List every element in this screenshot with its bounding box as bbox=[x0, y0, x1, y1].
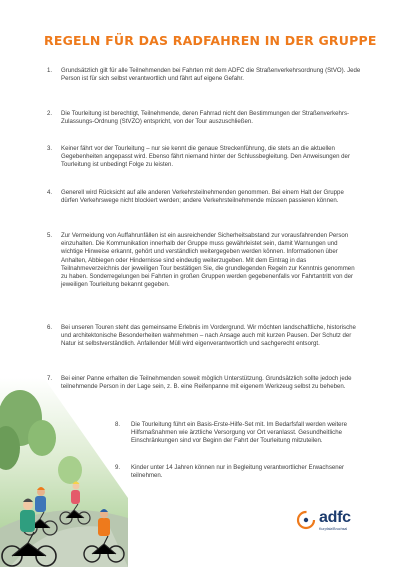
rule-number: 9. bbox=[115, 464, 121, 471]
page-title: REGELN FÜR DAS RADFAHREN IN DER GRUPPE bbox=[44, 33, 377, 48]
rule-item bbox=[47, 110, 361, 126]
rule-item bbox=[47, 67, 361, 83]
rule-number: 1. bbox=[47, 67, 53, 74]
rule-number: 3. bbox=[47, 145, 53, 152]
tree-shape bbox=[58, 456, 82, 484]
adfc-logo bbox=[296, 509, 368, 535]
rule-text: Generell wird Rücksicht auf alle anderen Verkehrsteilnehmenden genommen. Bei einem Halt der Gruppe dürfen Verkehrswege nicht blockiert werden; andere Verkehrsteilnehmende müssen passieren können. bbox=[61, 189, 344, 205]
rule-text: Zur Vermeidung von Auffahrunfällen ist ein ausreichender Sicherheitsabstand zur vorausfahrenden Person einzuhalten. Die Kommunikation innerhalb der Gruppe muss gewährleistet sein, damit Warnungen und wichtige Hinweise erkannt, gehört und verständlich weitergegeben werden können. Informationen über Anhalten, Abbiegen oder Hindernisse sind eindeutig weiterzugeben. Mit dem Eintrag in das Teilnahmeverzeichnis der jeweiligen Tour bestätigen Sie, die grundlegenden Regeln zur Kenntnis genommen zu haben. Sonderregelungen bei Fahrten in großen Gruppen werden gegebenenfalls vor Fahrtantritt von der jeweiligen Tourleitung bekannt gegeben. bbox=[61, 232, 355, 289]
rule-number: 4. bbox=[47, 189, 53, 196]
rule-number: 2. bbox=[47, 110, 53, 117]
rule-number: 7. bbox=[47, 375, 53, 382]
rule-text: Bei unseren Touren steht das gemeinsame Erlebnis im Vordergrund. Wir möchten landschaftliche, historische und architektonische Besonderheiten wahrnehmen – nach Ansage auch mit kurzen Pausen. Der Schutz der Natur ist selbstverständlich. Anfallender Müll wird eigenverantwortlich und sachgerecht entsorgt. bbox=[61, 324, 356, 348]
rule-item bbox=[47, 145, 361, 170]
rule-text: Keiner fährt vor der Tourleitung – nur sie kennt die genaue Streckenführung, die stets an die aktuellen Gegebenheiten angepasst wird. Ebenso fährt niemand hinter der Schlussbegleitung. Den Anweisungen der Tourleitung ist unbedingt Folge zu leisten. bbox=[61, 145, 350, 169]
rule-item bbox=[47, 232, 361, 289]
rule-text: Kinder unter 14 Jahren können nur in Begleitung verantwortlicher Erwachsener teilnehmen. bbox=[131, 464, 345, 480]
rule-number: 5. bbox=[47, 232, 53, 239]
rule-item bbox=[115, 464, 361, 480]
logo-subtitle: Kurpfalz/Bruchsal bbox=[319, 527, 348, 531]
rule-text: Bei einer Panne erhalten die Teilnehmenden soweit möglich Unterstützung. Grundsätzlich sollte jedoch jede teilnehmende Person in der Lage sein, z. B. eine Reifenpanne mit eigenem Werkzeug selbst zu beheben. bbox=[61, 375, 352, 391]
cyclists-illustration bbox=[0, 378, 128, 567]
rule-text: Die Tourleitung führt ein Basis-Erste-Hilfe-Set mit. Im Bedarfsfall werden weitere Hilfsmaßnahmen wie ärztliche Versorgung vor Ort veranlasst. Gesundheitliche Einschränkungen sind vor Beginn der Fahrt der Tourleitung mitzuteilen. bbox=[131, 421, 347, 445]
rule-item bbox=[115, 421, 361, 446]
adfc-logo-mark bbox=[296, 510, 316, 530]
rule-number: 8. bbox=[115, 421, 121, 428]
rule-item bbox=[47, 189, 361, 205]
logo-wordmark: adfc bbox=[319, 509, 351, 526]
rule-item bbox=[47, 324, 361, 349]
rule-text: Die Tourleitung ist berechtigt, Teilnehmende, deren Fahrrad nicht den Bestimmungen der Straßenverkehrs-Zulassungs-Ordnung (StVZO) entspricht, von der Tour auszuschließen. bbox=[61, 110, 350, 126]
rule-text: Grundsätzlich gilt für alle Teilnehmenden bei Fahrten mit dem ADFC die Straßenverkehrsordnung (StVO). Jede Person ist für sich selbst verantwortlich und fährt auf eigene Gefahr. bbox=[61, 67, 361, 83]
rule-number: 6. bbox=[47, 324, 53, 331]
tree-shape bbox=[28, 420, 56, 456]
